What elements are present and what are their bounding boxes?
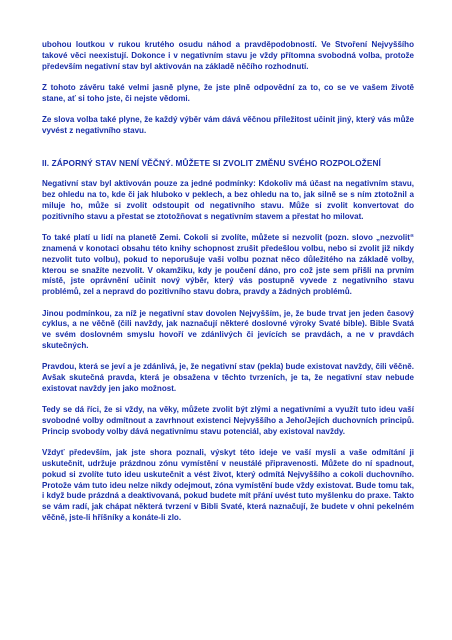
section-heading: II. ZÁPORNÝ STAV NENÍ VĚČNÝ. MŮŽETE SI ZVOLIT ZMĚNU SVÉHO ROZPOLOŽENÍ	[42, 157, 381, 168]
paragraph: Vždyť především, jak jste shora poznali, výskyt této ideje ve vaší mysli a vaše odmítání ji uskutečnit, udržuje prázdnou zónu vymístění v neustálé připravenosti. Můžete do ní spadnout, pokud si zvolíte tuto ideu uskutečnit a vést život, který odmítá Nejvyššího a cokoli duchovního. Protože vám tuto ideu nelze nikdy odejmout, zóna vymístění bude vždy existovat. Bude tomu tak, i když bude prázdná a deaktivovaná, pokud budete mít přání uvést tuto myšlenku do praxe. Takto se vám radí, jak chápat některá tvrzení v Bibli Svaté, která naznačují, že budete v ohni pekelném věčně, jste-li hříšníky a konáte-li zlo.	[42, 448, 414, 523]
paragraph: Pravdou, která se jeví a je zdánlivá, je, že negativní stav (pekla) bude existovat navždy, čili věčně. Avšak skutečná pravda, která je obsažena v těchto tvrzeních, je ta, že negativní stav nebude existovat navždy jen jako možnost.	[42, 362, 414, 393]
paragraph: To také platí u lidí na planetě Zemi. Cokoli si zvolíte, můžete si nezvolit (pozn. slovo „nezvolit“ znamená v konotaci obsahu této knihy schopnost zrušit předešlou volbu, nebo si zvolit již nikdy nezvolit tuto volbu), pokud to neporušuje vaši volbu poznat něco důležitého na základě volby, kterou se snažíte nezvolit. V okamžiku, kdy je poučení dáno, pro což jste sem přišli na prvním místě, jste oprávnění učinit nový výběr, který vás postupně vyvede z negativního stavu problémů, zel a nepravd do pozitivního stavu dobra, pravdy a žádných problémů.	[42, 233, 414, 297]
paragraph: Tedy se dá říci, že si vždy, na věky, můžete zvolit být zlými a negativními a využít tuto ideu vaší svobodné volby odmítnout a zavrhnout existenci Nejvyššího a Jeho/Jejích duchovních principů. Princip svobody volby dává negativnímu stavu potenciál, aby existoval navždy.	[42, 405, 414, 436]
paragraph: Z tohoto závěru také velmi jasně plyne, že jste plně odpovědní za to, co se ve vašem životě stane, ať si toho jste, či nejste vědomi.	[42, 82, 414, 103]
paragraph: Negativní stav byl aktivován pouze za jedné podmínky: Kdokoliv má účast na negativním stavu, bez ohledu na to, kde či jak hluboko v peklech, a bez ohledu na to, jak silně se s ním ztotožnil a miluje ho, může si zvolit odstoupit od negativního stavu. Může si zvolit konvertovat do pozitivního stavu a přestat se ztotožňovat s negativním stavem a přestat ho milovat.	[42, 179, 414, 221]
paragraph: Jinou podmínkou, za níž je negativní stav dovolen Nejvyšším, je, že bude trvat jen jeden časový cyklus, a ne věčně (čili navždy, jak naznačují některé doslovné výroky Svaté bible). Bible Svatá ve svém doslovném smyslu hovoří ve zdánlivých či jevících se pravdách, a ne v pravdách skutečných.	[42, 308, 414, 350]
paragraph: Ze slova volba také plyne, že každý výběr vám dává věčnou příležitost učinit jiný, který vás může vyvést z negativního stavu.	[42, 115, 414, 135]
paragraph: ubohou loutkou v rukou krutého osudu náhod a pravděpodobností. Ve Stvoření Nejvyššího takové věci neexistují. Dokonce i v negativním stavu je vždy přítomna svobodná volba, protože především negativní stav byl aktivován na základě něčího rozhodnutí.	[42, 40, 414, 71]
document-page	[42, 40, 414, 534]
